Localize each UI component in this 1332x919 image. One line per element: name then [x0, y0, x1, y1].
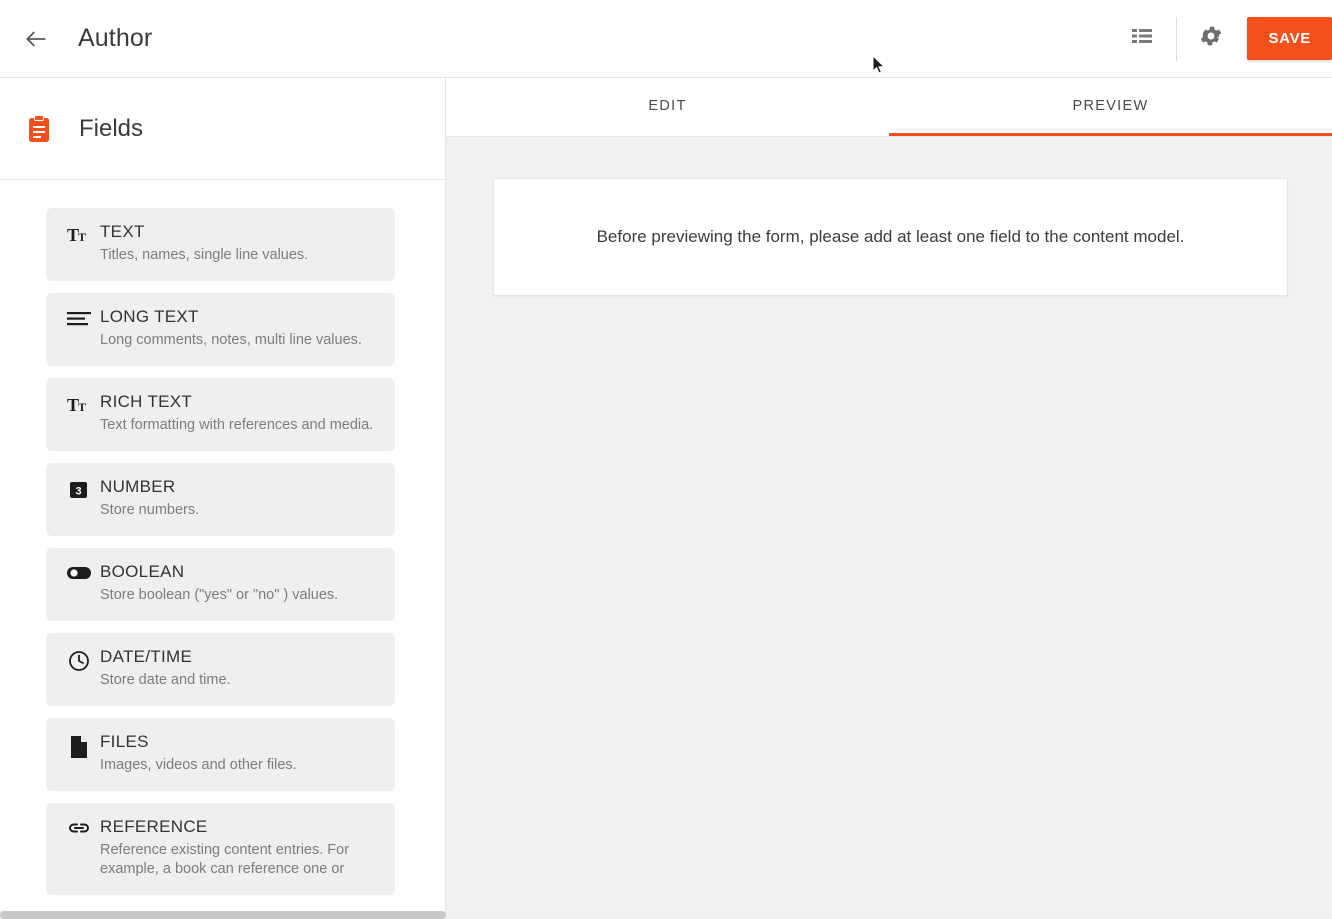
tab-preview[interactable]: PREVIEW — [889, 78, 1332, 136]
field-type-reference[interactable] — [46, 803, 395, 895]
scrollbar-thumb[interactable] — [0, 911, 446, 919]
field-label: REFERENCE — [100, 817, 208, 836]
list-view-icon — [1130, 24, 1154, 53]
fields-sidebar — [0, 78, 446, 919]
field-description: Text formatting with references and media. — [100, 417, 374, 433]
fields-list[interactable] — [0, 180, 445, 919]
editor-tabs — [446, 78, 1332, 137]
save-button[interactable]: SAVE — [1247, 17, 1332, 60]
preview-area — [446, 137, 1332, 919]
field-type-number[interactable] — [46, 463, 395, 536]
field-label: TEXT — [100, 222, 145, 241]
file-icon — [62, 732, 96, 759]
field-type-long-text[interactable] — [46, 293, 395, 366]
field-type-text[interactable] — [46, 208, 395, 281]
field-description: Store numbers. — [100, 502, 200, 518]
list-view-button[interactable] — [1114, 11, 1170, 67]
field-description: Long comments, notes, multi line values. — [100, 332, 362, 348]
link-icon — [62, 817, 96, 836]
main-content — [0, 78, 1332, 919]
field-label: FILES — [100, 732, 149, 751]
field-label: NUMBER — [100, 477, 176, 496]
editor-panel — [446, 78, 1332, 919]
svg-text:T: T — [78, 400, 87, 414]
back-button[interactable] — [8, 11, 64, 67]
settings-button[interactable] — [1183, 11, 1239, 67]
clipboard-icon — [26, 114, 52, 144]
field-label: LONG TEXT — [100, 307, 199, 326]
preview-empty-message: Before previewing the form, please add at least one field to the content model. — [596, 227, 1185, 246]
field-label: BOOLEAN — [100, 562, 185, 581]
field-description: Titles, names, single line values. — [100, 247, 309, 263]
field-label: RICH TEXT — [100, 392, 193, 411]
field-description: Store boolean ("yes" or "no" ) values. — [100, 587, 339, 603]
arrow-left-icon — [23, 26, 49, 52]
preview-empty-card — [493, 178, 1288, 296]
number-icon — [62, 477, 96, 500]
svg-text:T: T — [78, 230, 87, 244]
page-title: Author — [78, 24, 153, 52]
svg-text:3: 3 — [75, 485, 82, 498]
top-app-bar — [0, 0, 1332, 78]
svg-text:T: T — [67, 225, 80, 245]
field-type-files[interactable] — [46, 718, 395, 791]
field-type-boolean[interactable] — [46, 548, 395, 621]
field-description: Images, videos and other files. — [100, 757, 297, 773]
field-label: DATE/TIME — [100, 647, 193, 666]
rich-text-icon — [62, 392, 96, 415]
fields-header — [0, 78, 445, 180]
clock-icon — [62, 647, 96, 672]
field-description: Store date and time. — [100, 672, 231, 688]
field-description: Reference existing content entries. For example, a book can reference one or — [100, 842, 350, 877]
svg-text:T: T — [67, 395, 80, 415]
horizontal-scrollbar[interactable] — [0, 911, 1332, 919]
gear-icon — [1198, 23, 1224, 54]
field-type-rich-text[interactable] — [46, 378, 395, 451]
tab-edit[interactable]: EDIT — [648, 97, 687, 114]
mouse-cursor — [872, 55, 886, 75]
top-bar-actions — [1114, 0, 1332, 77]
boolean-toggle-icon — [62, 562, 96, 581]
toolbar-divider — [1176, 17, 1177, 61]
long-text-icon — [62, 307, 96, 328]
field-type-datetime[interactable] — [46, 633, 395, 706]
text-icon — [62, 222, 96, 245]
fields-title: Fields — [79, 114, 144, 142]
